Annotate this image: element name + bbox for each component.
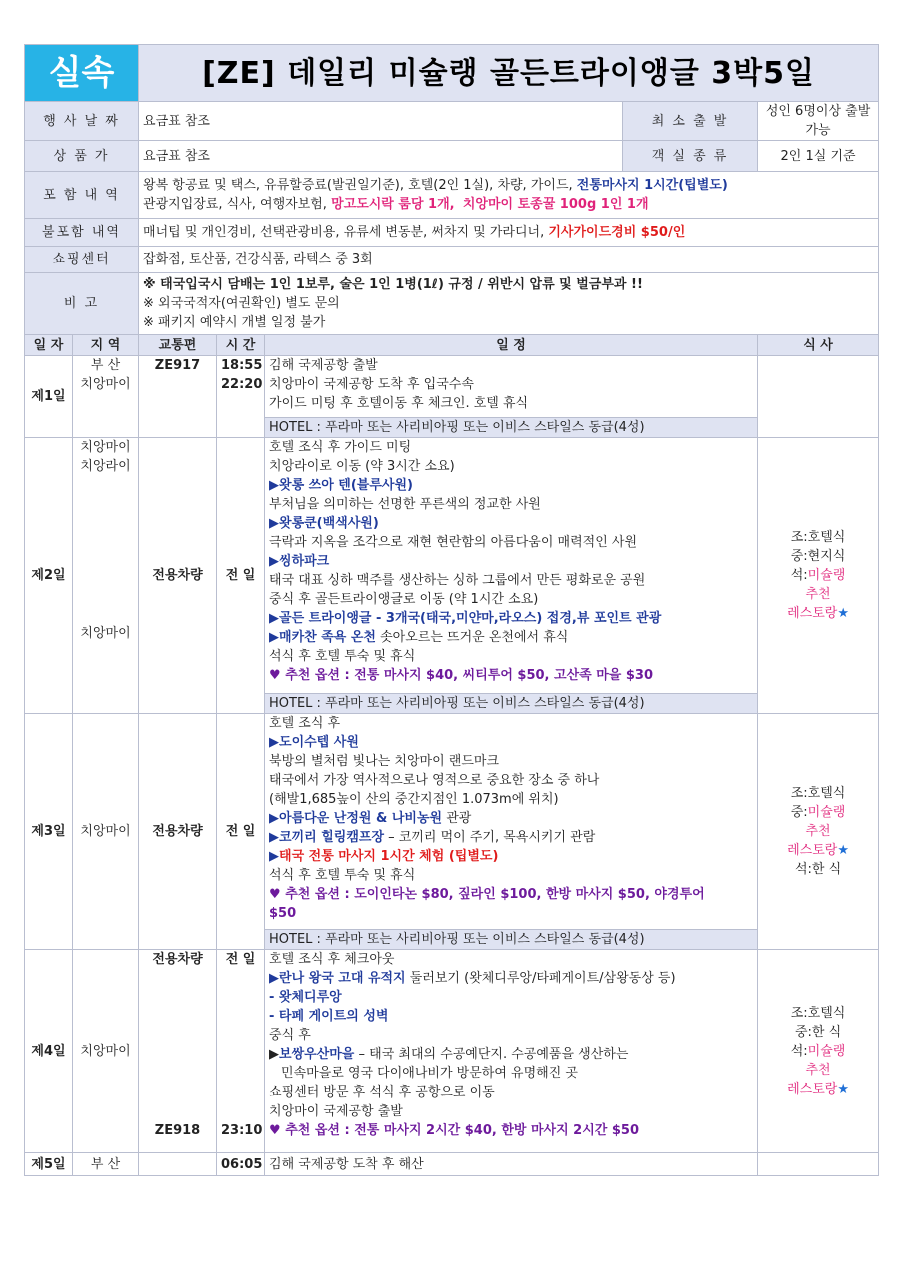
price-value: 요금표 참조 — [139, 141, 623, 172]
day5-label: 제5일 — [25, 1153, 73, 1176]
day1-meal — [758, 356, 879, 438]
included-text-2: 관광지입장료, 식사, 여행자보험, — [143, 197, 332, 212]
day2-hotel: HOTEL : 푸라마 또는 사리비아핑 또는 이비스 스타일스 동급(4성) — [265, 694, 758, 714]
day3-hotel: HOTEL : 푸라마 또는 사리비아핑 또는 이비스 스타일스 동급(4성) — [265, 930, 758, 950]
day2-line-3: 부처님을 의미하는 선명한 푸른색의 정교한 사원 — [269, 497, 541, 512]
min-departure-label: 최 소 출 발 — [623, 102, 758, 141]
itinerary-table — [24, 44, 879, 1176]
day2-place-2: 치앙라이 — [80, 459, 131, 474]
title-badge: 실속 — [25, 45, 139, 102]
day2-time: 전 일 — [217, 438, 265, 714]
day3-option-1: ♥ 추천 옵션 : 도이인타논 $80, 짚라인 $100, 한방 마사지 $50, 야경투어 — [269, 887, 705, 902]
header-schedule: 일 정 — [265, 335, 758, 356]
day2-highlight-4: ▶골든 트라이앵글 - 3개국(태국,미얀마,라오스) 접경,뷰 포인트 관광 — [269, 611, 662, 626]
day2-schedule — [265, 438, 758, 694]
included-value — [139, 172, 879, 219]
day1-place-1: 부 산 — [90, 358, 121, 373]
day5-meal — [758, 1153, 879, 1176]
day3-highlight-4: 태국 전통 마사지 1시간 체험 (팁별도) — [279, 849, 499, 864]
day4-time: 전 일 — [225, 952, 256, 967]
day3-line-2: 북방의 별처럼 빛나는 치앙마이 랜드마크 — [269, 754, 500, 769]
included-label: 포 함 내 역 — [25, 172, 139, 219]
day4-meal-3b: 미슐랭 — [807, 1043, 846, 1059]
day1-time-1: 18:55 — [221, 358, 263, 373]
day3-line-3: 태국에서 가장 역사적으로나 영적으로 중요한 장소 중 하나 — [269, 773, 600, 788]
day2-place-3: 치앙마이 — [80, 626, 131, 641]
day2-highlight-2: ▶왓롱쿤(백색사원) — [269, 516, 379, 531]
day4-highlight-2: - 왓체디루앙 — [269, 990, 342, 1005]
shopping-label: 쇼핑센터 — [25, 247, 139, 273]
room-type-label: 객 실 종 류 — [623, 141, 758, 172]
day3-highlight-2: ▶아름다운 난정원 & 나비농원 — [269, 811, 443, 826]
day4-highlight-4: 보쌍우산마을 — [279, 1047, 355, 1062]
period-label: 행 사 날 짜 — [25, 102, 139, 141]
header-time: 시 간 — [217, 335, 265, 356]
day2-meal — [758, 438, 879, 714]
day5-transport — [139, 1153, 217, 1176]
day1-time-2: 22:20 — [221, 377, 263, 392]
day4-place: 치앙마이 — [73, 950, 139, 1153]
day3-meal-3: 추천 — [805, 824, 831, 839]
day4-line-7: 치앙마이 국제공항 출발 — [269, 1104, 403, 1119]
room-type-value: 2인 1실 기준 — [758, 141, 879, 172]
day5-line-1: 김해 국제공항 도착 후 해산 — [265, 1153, 758, 1176]
itinerary-sheet — [24, 44, 878, 1176]
day3-highlight-3: ▶코끼리 힐링캠프장 — [269, 830, 385, 845]
day2-label: 제2일 — [25, 438, 73, 714]
day3-place: 치앙마이 — [73, 714, 139, 950]
header-transport: 교통편 — [139, 335, 217, 356]
day1-place — [73, 356, 139, 438]
excluded-value — [139, 219, 879, 247]
excluded-text: 매너팁 및 개인경비, 선택관광비용, 유류세 변동분, 써차지 및 가라디너, — [143, 225, 549, 240]
page-title: [ZE] 데일리 미슐랭 골든트라이앵글 3박5일 — [139, 45, 879, 102]
excluded-label: 불포함 내역 — [25, 219, 139, 247]
day4-line-2: 둘러보기 (왓체디루앙/타페게이트/삼왕동상 등) — [405, 971, 676, 986]
day2-line-2: 치앙라이로 이동 (약 3시간 소요) — [269, 459, 455, 474]
day2-highlight-3: ▶씽하파크 — [269, 554, 330, 569]
day1-place-2: 치앙마이 — [80, 377, 131, 392]
header-place: 지 역 — [73, 335, 139, 356]
day3-transport: 전용차량 — [139, 714, 217, 950]
day4-option: ♥ 추천 옵션 : 전통 마사지 2시간 $40, 한방 마사지 2시간 $50 — [269, 1123, 639, 1138]
day2-option: ♥ 추천 옵션 : 전통 마사지 $40, 씨티투어 $50, 고산족 마을 $30 — [269, 668, 653, 683]
day2-meal-4: 추천 — [805, 587, 831, 602]
day3-meal-2a: 중: — [790, 805, 808, 820]
day1-time — [217, 356, 265, 438]
day5-place: 부 산 — [73, 1153, 139, 1176]
note-line-2: ※ 외국국적자(여권확인) 별도 문의 — [143, 296, 340, 311]
day4-meal — [758, 950, 879, 1153]
day3-line-6: – 코끼리 먹이 주기, 목욕시키기 관람 — [384, 830, 596, 845]
min-departure-value: 성인 6명이상 출발 가능 — [758, 102, 879, 141]
included-mango: 망고도시락 룸당 1개, — [331, 197, 455, 212]
day2-place — [73, 438, 139, 714]
day2-meal-3a: 석: — [790, 568, 808, 583]
day2-place-1: 치앙마이 — [80, 440, 131, 455]
day3-meal-4: 레스토랑 — [787, 843, 838, 858]
day3-line-7: 석식 후 호텔 투숙 및 휴식 — [269, 868, 416, 883]
day4-line-3: 중식 후 — [269, 1028, 311, 1043]
day2-line-1: 호텔 조식 후 가이드 미팅 — [269, 440, 412, 455]
day2-line-8: 석식 후 호텔 투숙 및 휴식 — [269, 649, 416, 664]
day3-time: 전 일 — [217, 714, 265, 950]
day4-transport: 전용차량 — [152, 952, 203, 967]
day4-time-2: 23:10 — [221, 1123, 263, 1138]
included-massage: 전통마사지 1시간(팁별도) — [576, 178, 728, 193]
day3-meal-2b: 미슐랭 — [807, 805, 846, 820]
period-value: 요금표 참조 — [139, 102, 623, 141]
day2-meal-5: 레스토랑 — [787, 606, 838, 621]
day4-meal-2: 중:한 식 — [794, 1024, 842, 1040]
day4-highlight-3: - 타페 게이트의 성벽 — [269, 1009, 389, 1024]
day2-meal-2: 중:현지식 — [790, 549, 846, 564]
day1-label: 제1일 — [25, 356, 73, 438]
day1-line-2: 치앙마이 국제공항 도착 후 입국수속 — [269, 377, 474, 392]
day4-line-5: 민속마을로 영국 다이애나비가 방문하여 유명해진 곳 — [281, 1066, 578, 1081]
day4-meal-5: 레스토랑 — [787, 1081, 838, 1097]
day2-line-5: 태국 대표 싱하 맥주를 생산하는 싱하 그룹에서 만든 평화로운 공원 — [269, 573, 646, 588]
day4-meal-3a: 석: — [790, 1043, 808, 1059]
day1-line-1: 김해 국제공항 출발 — [269, 358, 378, 373]
day2-meal-3b: 미슐랭 — [807, 568, 846, 583]
day5-time: 06:05 — [217, 1153, 265, 1176]
day2-line-6: 중식 후 골든트라이앵글로 이동 (약 1시간 소요) — [269, 592, 539, 607]
day2-meal-1: 조:호텔식 — [790, 530, 846, 545]
day2-star-icon: ★ — [837, 606, 849, 621]
day3-line-4: (해발1,685높이 산의 중간지점인 1.073m에 위치) — [269, 792, 559, 807]
day2-line-4: 극락과 지옥을 조각으로 재현 현란함의 아름다움이 매력적인 사원 — [269, 535, 638, 550]
included-honey: 치앙마이 토종꿀 100g 1인 1개 — [462, 197, 649, 212]
day1-line-3: 가이드 미팅 후 호텔이동 후 체크인. 호텔 휴식 — [269, 396, 529, 411]
day4-highlight-4-arrow: ▶ — [269, 1047, 280, 1062]
day3-meal — [758, 714, 879, 950]
day3-label: 제3일 — [25, 714, 73, 950]
day4-schedule — [265, 950, 758, 1153]
day3-highlight-1: ▶도이수텝 사원 — [269, 735, 359, 750]
day1-schedule — [265, 356, 758, 418]
included-text-1: 왕복 항공료 및 택스, 유류할증료(발권일기준), 호텔(2인 1실), 차량, 가이드, — [143, 178, 577, 193]
day1-flight: ZE917 — [139, 356, 217, 438]
shopping-value: 잡화점, 토산품, 건강식품, 라텍스 중 3회 — [139, 247, 879, 273]
header-day: 일 자 — [25, 335, 73, 356]
day2-highlight-1: ▶왓롱 쓰아 텐(블루사원) — [269, 478, 413, 493]
day2-line-7: 솟아오르는 뜨거운 온천에서 휴식 — [375, 630, 569, 645]
day4-line-1: 호텔 조식 후 체크아웃 — [269, 952, 395, 967]
note-line-1: ※ 태국입국시 담배는 1인 1보루, 술은 1인 1병(1ℓ) 규정 / 위반시 압류 및 벌금부과 !! — [143, 277, 643, 292]
day4-transport-cell — [139, 950, 217, 1153]
note-value — [139, 273, 879, 335]
day3-meal-5: 석:한 식 — [794, 862, 842, 877]
day4-line-6: 쇼핑센터 방문 후 석식 후 공항으로 이동 — [269, 1085, 495, 1100]
day3-option-2: $50 — [269, 906, 297, 921]
day2-transport: 전용차량 — [139, 438, 217, 714]
price-label: 상 품 가 — [25, 141, 139, 172]
day4-star-icon: ★ — [837, 1081, 849, 1097]
day4-meal-1: 조:호텔식 — [790, 1005, 846, 1021]
day4-flight: ZE918 — [154, 1123, 201, 1138]
day3-line-5: 관광 — [442, 811, 472, 826]
day4-highlight-1: ▶란나 왕국 고대 유적지 — [269, 971, 406, 986]
day3-star-icon: ★ — [837, 843, 849, 858]
day3-highlight-4-arrow: ▶ — [269, 849, 280, 864]
excluded-guide-fee: 기사가이드경비 $50/인 — [548, 225, 686, 240]
day2-highlight-5: ▶매카찬 족욕 온천 — [269, 630, 376, 645]
day4-label: 제4일 — [25, 950, 73, 1153]
note-line-3: ※ 패키지 예약시 개별 일정 불가 — [143, 315, 326, 330]
day4-line-4: – 태국 최대의 수공예단지. 수공예품을 생산하는 — [354, 1047, 629, 1062]
day3-meal-1: 조:호텔식 — [790, 786, 846, 801]
note-label: 비 고 — [25, 273, 139, 335]
day3-schedule — [265, 714, 758, 930]
day1-hotel: HOTEL : 푸라마 또는 사리비아핑 또는 이비스 스타일스 동급(4성) — [265, 418, 758, 438]
day4-time-cell — [217, 950, 265, 1153]
day3-line-1: 호텔 조식 후 — [269, 716, 341, 731]
header-meal: 식 사 — [758, 335, 879, 356]
day4-meal-4: 추천 — [805, 1062, 831, 1078]
